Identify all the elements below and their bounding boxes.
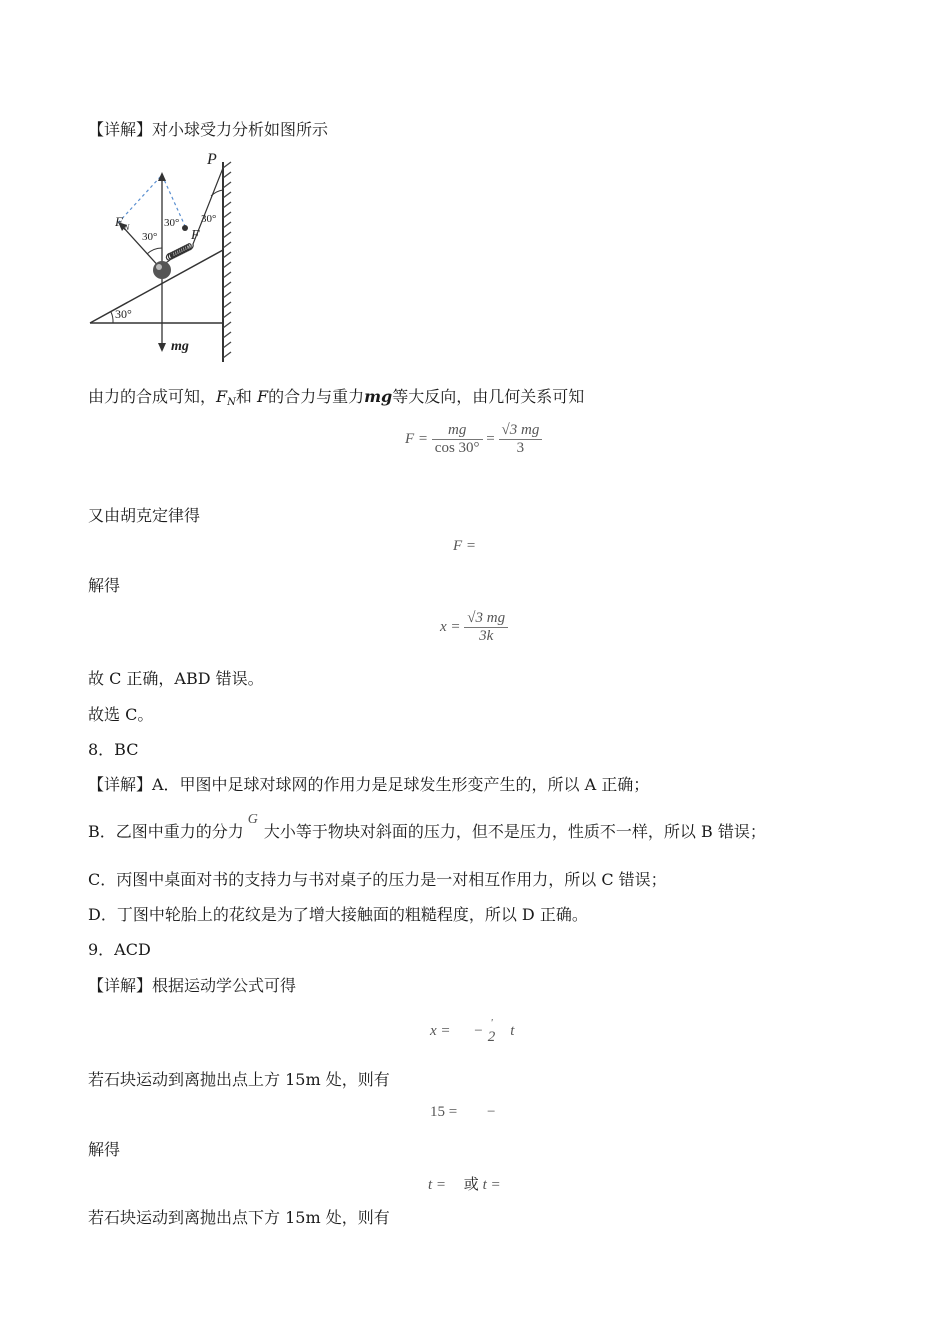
solve-text-1: 解得 [88, 576, 121, 595]
q9-answer: 9．ACD [88, 940, 151, 959]
ball-highlight [156, 264, 162, 270]
incline-angle-arc [111, 312, 113, 323]
composition-text: 由力的合成可知，$F_N$和 F的合力与重力mg等大反向，由几何关系可知 [88, 387, 585, 408]
label-angle-fn: 30° [142, 231, 158, 243]
q8-detail-a: 【详解】A．甲图中足球对球网的作用力是足球发生形变产生的，所以 A 正确； [88, 775, 650, 794]
wall-hatch [223, 162, 231, 358]
f-arrow-dot [182, 225, 188, 231]
equation-kinematic: x = − ' 2 t [430, 1017, 515, 1045]
conclusion-c: 故 C 正确，ABD 错误。 [88, 669, 264, 688]
equation-f-hooke: F = [453, 538, 477, 554]
incline-surface [90, 250, 223, 323]
label-angle-f: 30° [164, 217, 180, 229]
equation-f-cos: F = $\frac{mg}{\cos 30^\circ}$ = $\frac{√3 mg}{3}$ [405, 422, 542, 457]
solve-text-2: 解得 [88, 1140, 121, 1159]
force-diagram [85, 150, 245, 365]
q8-answer: 8．BC [88, 740, 139, 759]
label-incline-angle: 30° [115, 307, 132, 321]
equation-15: 15 = − [430, 1104, 496, 1120]
equation-x: x = $\frac{√3 mg}{3k}$ [440, 610, 508, 645]
q9-detail-intro: 【详解】根据运动学公式可得 [88, 976, 297, 995]
q8-detail-d: D．丁图中轮胎上的花纹是为了增大接触面的粗糙程度，所以 D 正确。 [88, 905, 588, 924]
answer-c: 故选 C。 [88, 705, 154, 724]
ball [153, 261, 171, 279]
hooke-law-text: 又由胡克定律得 [88, 506, 201, 525]
resultant-arrowhead [158, 172, 166, 181]
label-p: P [207, 151, 217, 168]
label-mg: mg [171, 339, 189, 354]
detail-intro: 【详解】对小球受力分析如图所示 [88, 120, 329, 139]
label-f: F [191, 228, 200, 243]
label-fn: F [115, 214, 123, 229]
q9-above-case: 若石块运动到离抛出点上方 15m 处，则有 [88, 1070, 390, 1089]
label-angle-wall: 30° [201, 213, 217, 225]
equation-t-solutions: t = 或 t = [428, 1175, 501, 1193]
q9-below-case: 若石块运动到离抛出点下方 15m 处，则有 [88, 1208, 390, 1227]
q8-detail-b: B．乙图中重力的分力G大小等于物块对斜面的压力，但不是压力，性质不一样，所以 B 错误； [88, 812, 766, 841]
mg-arrowhead [158, 343, 166, 352]
q8-detail-c: C．丙图中桌面对书的支持力与书对桌子的压力是一对相互作用力，所以 C 错误； [88, 870, 667, 889]
label-fn-sub: N [124, 223, 130, 232]
fn-angle-arc [147, 248, 162, 254]
